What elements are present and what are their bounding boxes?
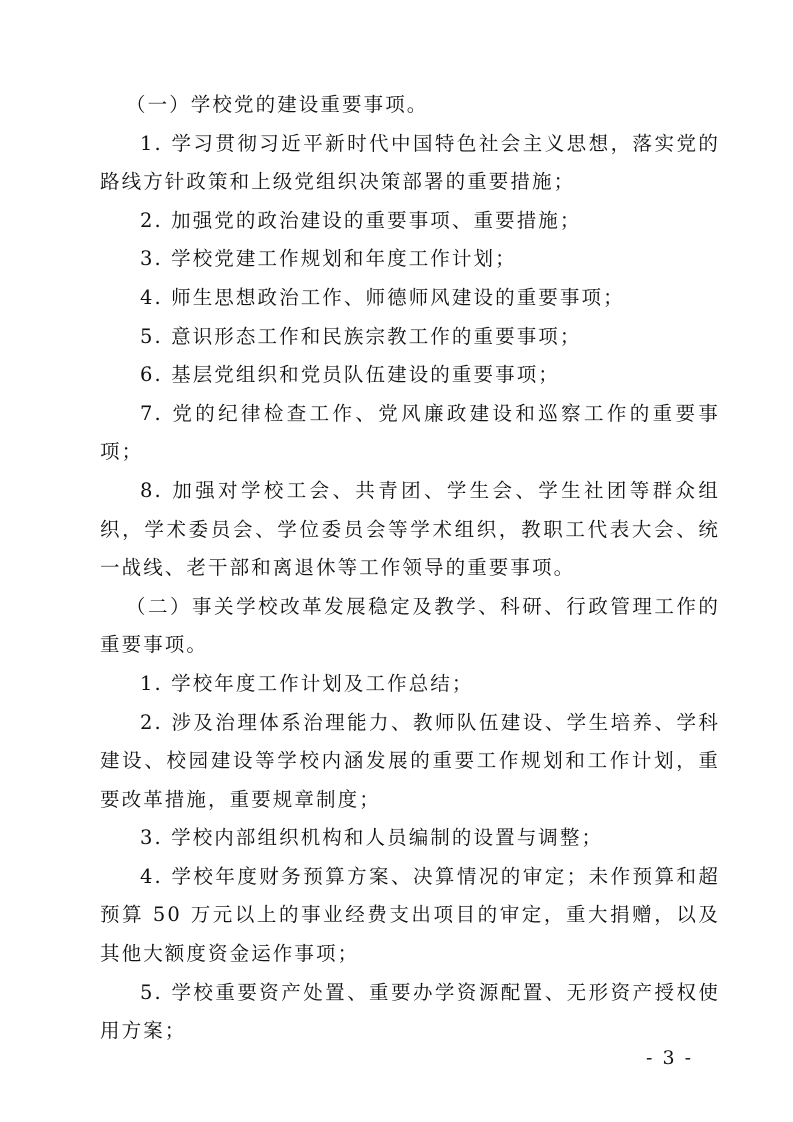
page-number: - 3 - [646, 1047, 694, 1069]
list-item: 1. 学习贯彻习近平新时代中国特色社会主义思想，落实党的路线方针政策和上级党组织决策部署的重要措施； [100, 131, 720, 194]
list-item: 7. 党的纪律检查工作、党风廉政建设和巡察工作的重要事项； [100, 401, 720, 464]
list-item: 4. 师生思想政治工作、师德师风建设的重要事项； [140, 285, 625, 309]
document-body [100, 86, 720, 1051]
list-item: 2. 加强党的政治建设的重要事项、重要措施； [140, 208, 582, 232]
list-item: 2. 涉及治理体系治理能力、教师队伍建设、学生培养、学科建设、校园建设等学校内涵发展的重要工作规划和工作计划，重要改革措施，重要规章制度； [100, 710, 720, 811]
list-item: 5. 学校重要资产处置、重要办学资源配置、无形资产授权使用方案； [100, 980, 720, 1043]
section-heading-2: （二）事关学校改革发展稳定及教学、科研、行政管理工作的重要事项。 [100, 594, 720, 657]
list-item: 8. 加强对学校工会、共青团、学生会、学生社团等群众组织，学术委员会、学位委员会等学术组织，教职工代表大会、统一战线、老干部和离退休等工作领导的重要事项。 [100, 478, 720, 580]
list-item: 3. 学校党建工作规划和年度工作计划； [140, 247, 517, 271]
section-heading-1: （一）学校党的建设重要事项。 [126, 93, 429, 116]
list-item: 1. 学校年度工作计划及工作总结； [140, 671, 474, 695]
list-item: 4. 学校年度财务预算方案、决算情况的审定；未作预算和超预算 50 万元以上的事业经费支出项目的审定，重大捐赠，以及其他大额度资金运作事项； [100, 864, 720, 966]
list-item: 5. 意识形态工作和民族宗教工作的重要事项； [140, 324, 582, 348]
list-item: 3. 学校内部组织机构和人员编制的设置与调整； [140, 826, 604, 850]
list-item: 6. 基层党组织和党员队伍建设的重要事项； [140, 363, 560, 387]
